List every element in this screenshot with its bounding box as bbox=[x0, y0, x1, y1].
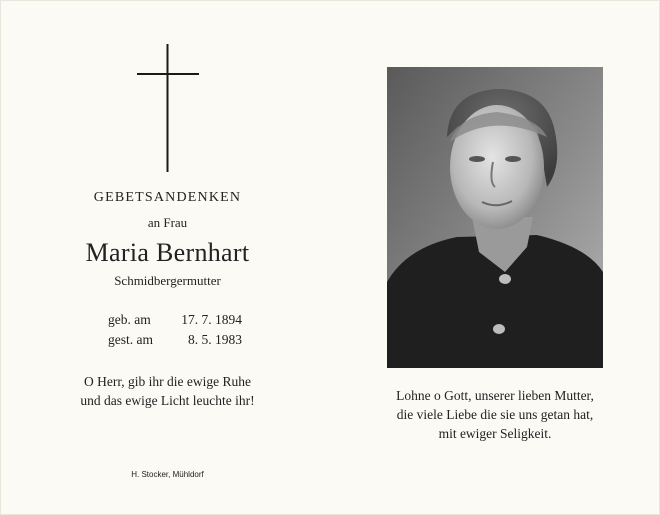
death-date: 8. 5. 1983 bbox=[188, 332, 242, 347]
prayer-right-line: die viele Liebe die sie uns getan hat, bbox=[396, 407, 594, 422]
portrait-photo bbox=[387, 67, 603, 368]
birth-label: geb. am bbox=[108, 312, 151, 327]
latin-cross-icon bbox=[137, 44, 199, 172]
prayer-left-line: O Herr, gib ihr die ewige Ruhe bbox=[83, 374, 252, 389]
life-dates bbox=[108, 310, 242, 350]
prayer-left bbox=[35, 372, 300, 410]
card-heading: GEBETSANDENKEN bbox=[93, 190, 242, 205]
name-prefix: an Frau bbox=[147, 215, 188, 230]
printer-imprint: H. Stocker, Mühldorf bbox=[131, 470, 204, 479]
prayer-right-line: Lohne o Gott, unserer lieben Mutter, bbox=[396, 388, 594, 403]
birth-row bbox=[108, 310, 242, 330]
birth-date: 17. 7. 1894 bbox=[181, 312, 242, 327]
house-name: Schmidbergermutter bbox=[114, 273, 221, 288]
prayer-right bbox=[365, 386, 625, 443]
death-label: gest. am bbox=[108, 332, 153, 347]
death-row bbox=[108, 330, 242, 350]
prayer-left-line: und das ewige Licht leuchte ihr! bbox=[80, 393, 255, 408]
prayer-right-line: mit ewiger Seligkeit. bbox=[438, 426, 552, 441]
deceased-name: Maria Bernhart bbox=[85, 238, 250, 267]
portrait-image bbox=[387, 67, 603, 368]
